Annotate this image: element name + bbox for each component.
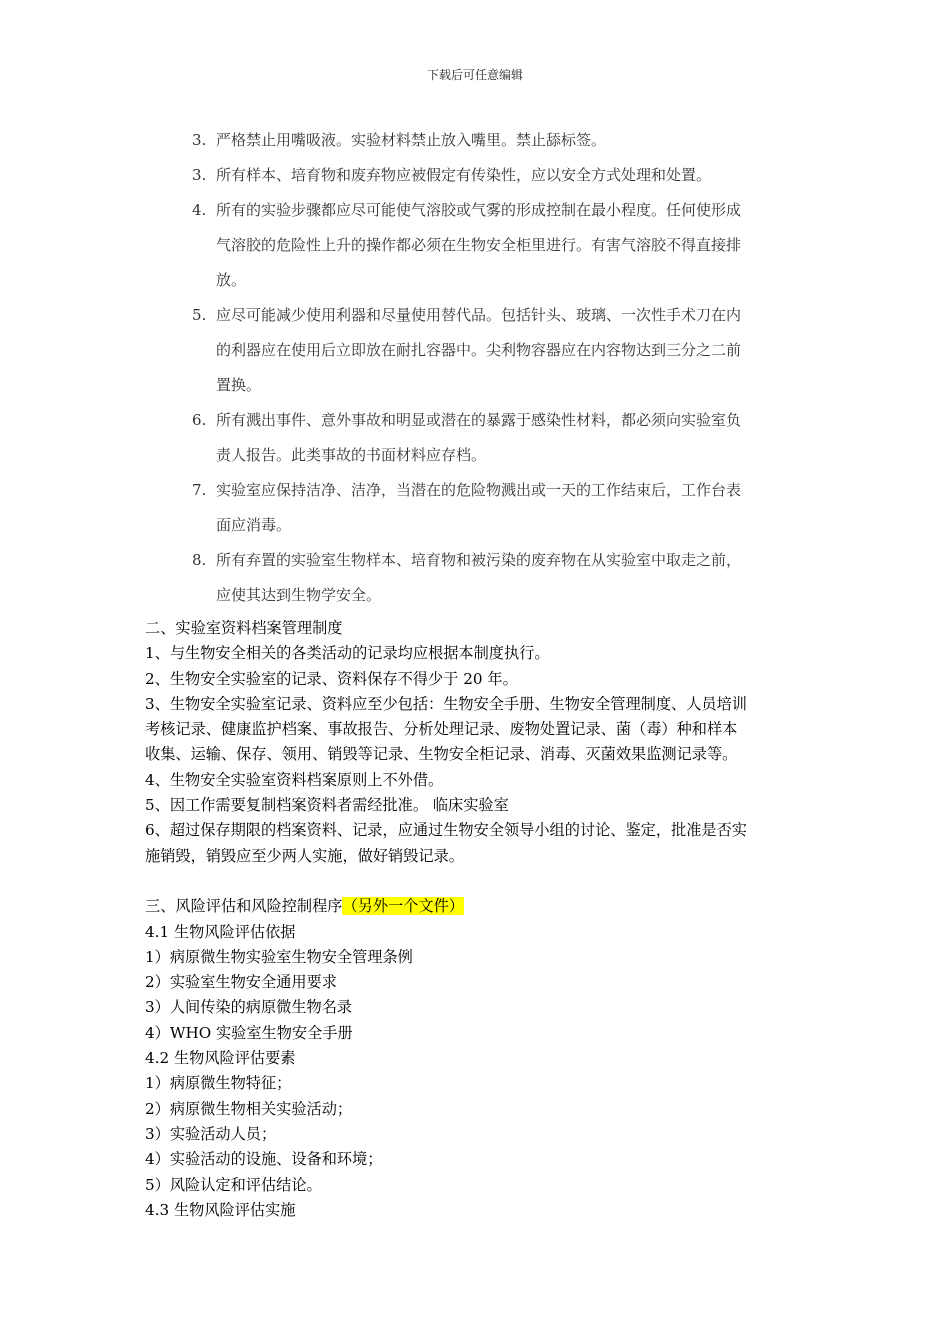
item-text-continued: 放。 [216,271,247,289]
item-text: 所有弃置的实验室生物样本、培育物和被污染的废弃物在从实验室中取走之前， [216,551,742,569]
paragraph: 2）病原微生物相关实验活动； [145,1099,353,1118]
item-text: 实验室应保持洁净、洁净，当潜在的危险物溅出或一天的工作结束后，工作台表 [216,481,742,499]
list-item [192,193,792,298]
paragraph: 4.1 生物风险评估依据 [145,922,296,941]
list-item [192,123,792,158]
paragraph: 3、生物安全实验室记录、资料应至少包括：生物安全手册、生物安全管理制度、人员培训 [145,694,747,713]
paragraph: 3）人间传染的病原微生物名录 [145,998,353,1017]
list-item [192,158,792,193]
item-number: 6. [192,411,207,429]
section-title: 三、风险评估和风险控制程序 [145,897,343,916]
paragraph: 5）风险认定和评估结论。 [145,1175,322,1194]
paragraph: 4）WHO 实验室生物安全手册 [145,1023,353,1042]
paragraph: 4.2 生物风险评估要素 [145,1049,296,1068]
section-heading: 二、实验室资料档案管理制度 [145,619,343,637]
page-header: 下载后可任意编辑 [426,68,523,82]
item-number: 7. [192,481,207,499]
item-text-continued: 的利器应在使用后立即放在耐扎容器中。尖利物容器应在内容物达到三分之二前 [216,341,742,359]
paragraph: 收集、运输、保存、领用、销毁等记录、生物安全柜记录、消毒、灭菌效果监测记录等。 [145,745,738,764]
list-item [192,543,792,613]
paragraph: 6、超过保存期限的档案资料、记录，应通过生物安全领导小组的讨论、鉴定，批准是否实 [145,821,747,840]
blank-line [145,869,815,894]
item-text-continued: 责人报告。此类事故的书面材料应存档。 [216,446,487,464]
paragraph: 考核记录、健康监护档案、事故报告、分析处理记录、废物处置记录、菌（毒）种和样本 [145,720,738,739]
paragraph: 施销毁，销毁应至少两人实施，做好销毁记录。 [145,846,464,865]
paragraph: 3）实验活动人员； [145,1124,277,1143]
numbered-list [192,123,792,613]
paragraph: 2、生物安全实验室的记录、资料保存不得少于 20 年。 [145,669,518,688]
paragraph: 2）实验室生物安全通用要求 [145,973,337,992]
item-text: 应尽可能减少使用利器和尽量使用替代品。包括针头、玻璃、一次性手术刀在内 [216,306,742,324]
paragraph: 4）实验活动的设施、设备和环境； [145,1150,383,1169]
list-item [192,298,792,403]
paragraph: 1）病原微生物实验室生物安全管理条例 [145,947,413,966]
item-text-continued: 气溶胶的危险性上升的操作都必须在生物安全柜里进行。有害气溶胶不得直接排 [216,236,742,254]
paragraph: 5、因工作需要复制档案资料者需经批准。 临床实验室 [145,796,509,815]
paragraph: 1、与生物安全相关的各类活动的记录均应根据本制度执行。 [145,644,550,663]
paragraph: 1）病原微生物特征； [145,1074,292,1093]
document-body [145,616,815,1223]
item-text: 所有溅出事件、意外事故和明显或潜在的暴露于感染性材料，都必须向实验室负 [216,411,742,429]
item-text-continued: 应使其达到生物学安全。 [216,586,382,604]
item-number: 8. [192,551,207,569]
list-item [192,473,792,543]
item-text-continued: 置换。 [216,376,262,394]
paragraph: 4.3 生物风险评估实施 [145,1200,296,1219]
section-heading [145,894,815,919]
item-number: 4. [192,201,207,219]
list-item [192,403,792,473]
item-text: 所有的实验步骤都应尽可能使气溶胶或气雾的形成控制在最小程度。任何使形成 [216,201,742,219]
item-text: 严格禁止用嘴吸液。实验材料禁止放入嘴里。禁止舔标签。 [216,131,607,149]
item-number: 3. [192,166,207,184]
item-number: 3. [192,131,207,149]
item-text: 所有样本、培育物和废弃物应被假定有传染性，应以安全方式处理和处置。 [216,166,712,184]
highlighted-note: （另外一个文件） [342,897,464,916]
item-text-continued: 面应消毒。 [216,516,292,534]
item-number: 5. [192,306,207,324]
paragraph: 4、生物安全实验室资料档案原则上不外借。 [145,770,444,789]
